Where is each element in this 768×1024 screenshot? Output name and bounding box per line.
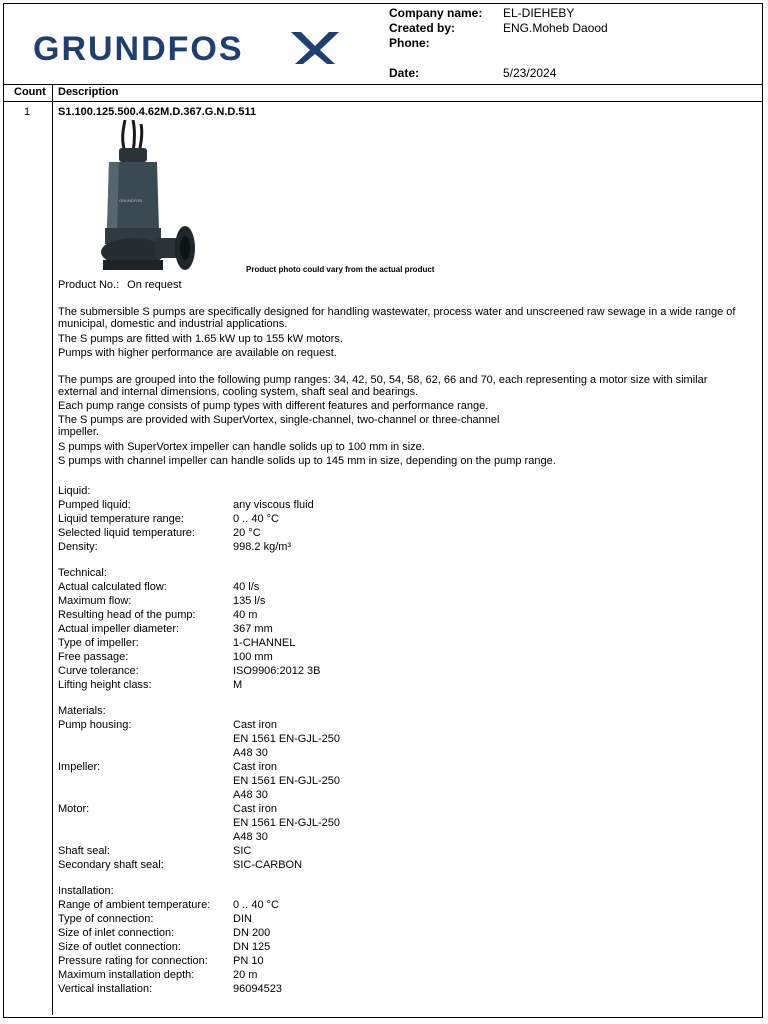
installation-row (58, 982, 340, 996)
spec-label: Resulting head of the pump: (58, 609, 196, 621)
spec-label: Size of outlet connection: (58, 941, 181, 953)
phone-row (389, 36, 608, 51)
installation-section-title: Installation: (58, 885, 114, 897)
description-paragraph-7: S pumps with SuperVortex impeller can handle solids up to 100 mm in size. (58, 441, 425, 453)
spec-label: Impeller: (58, 761, 101, 773)
technical-row (58, 636, 340, 650)
spec-label: Liquid temperature range: (58, 513, 184, 525)
spec-value: 40 m (233, 609, 258, 621)
spec-label: Actual calculated flow: (58, 581, 167, 593)
phone-label: Phone: (389, 36, 430, 50)
materials-rows (58, 718, 340, 872)
grundfos-logo (33, 26, 343, 69)
spec-label: Range of ambient temperature: (58, 899, 211, 911)
description-paragraph-5: Each pump range consists of pump types with different features and performance range. (58, 400, 489, 412)
description-paragraph-3: Pumps with higher performance are available on request. (58, 347, 337, 359)
product-number (58, 279, 190, 291)
spec-label: Maximum flow: (58, 595, 132, 607)
pump-photo (95, 120, 205, 278)
installation-row (58, 912, 340, 926)
installation-row (58, 954, 340, 968)
product-code: S1.100.125.500.4.62M.D.367.G.N.D.511 (58, 106, 257, 118)
technical-row (58, 650, 340, 664)
installation-row (58, 926, 340, 940)
header-divider (3, 84, 763, 85)
spec-value: DIN (233, 913, 252, 925)
spec-label: Pump housing: (58, 719, 132, 731)
technical-row (58, 580, 340, 594)
spec-label: Density: (58, 541, 98, 553)
spec-value: 96094523 (233, 983, 282, 995)
spec-label: Free passage: (58, 651, 129, 663)
liquid-row (58, 512, 340, 526)
description-column-header: Description (58, 86, 119, 98)
spec-label: Vertical installation: (58, 983, 153, 995)
specifications (58, 484, 340, 996)
spec-value: 40 l/s (233, 581, 260, 593)
description-paragraph-8: S pumps with channel impeller can handle solids up to 145 mm in size, depending on the pump range. (58, 455, 556, 467)
materials-row (58, 858, 340, 872)
installation-row (58, 968, 340, 982)
technical-row (58, 608, 340, 622)
materials-section-title: Materials: (58, 705, 106, 717)
spec-value: M (233, 679, 243, 691)
spec-value: DN 125 (233, 941, 271, 953)
header-info (389, 6, 608, 80)
spec-value: SIC-CARBON (233, 859, 303, 871)
description-paragraph-6: The S pumps are provided with SuperVortex, single-channel, two-channel or three-channel impeller. (58, 414, 500, 438)
materials-row (58, 844, 340, 858)
spec-label: Actual impeller diameter: (58, 623, 180, 635)
spec-label: Lifting height class: (58, 679, 152, 691)
created-by-row (389, 21, 608, 36)
spec-label: Secondary shaft seal: (58, 859, 164, 871)
spec-value: DN 200 (233, 927, 271, 939)
date-row (389, 66, 689, 81)
product-number-value: On request (127, 279, 182, 291)
spec-value: 367 mm (233, 623, 273, 635)
spec-value: 0 .. 40 °C (233, 513, 279, 525)
spec-label: Size of inlet connection: (58, 927, 175, 939)
description-paragraph-2: The S pumps are fitted with 1.65 kW up to 155 kW motors. (58, 333, 343, 345)
date-label: Date: (389, 66, 420, 80)
spec-value: Cast iron EN 1561 EN-GJL-250 A48 30 (233, 719, 340, 759)
liquid-row (58, 526, 340, 540)
created-by-value: ENG.Moheb Daood (503, 21, 608, 35)
spec-label: Maximum installation depth: (58, 969, 195, 981)
spec-value: ISO9906:2012 3B (233, 665, 321, 677)
logo-text: GRUNDFOS (33, 30, 244, 66)
company-name-label: Company name: (389, 6, 483, 20)
spec-label: Pumped liquid: (58, 499, 131, 511)
spec-value: 1-CHANNEL (233, 637, 296, 649)
materials-row (58, 760, 340, 802)
created-by-label: Created by: (389, 21, 456, 35)
grundfos-x-icon (291, 32, 339, 64)
spec-label: Type of connection: (58, 913, 154, 925)
description-paragraph-4: The pumps are grouped into the following pump ranges: 34, 42, 50, 54, 58, 62, 66 and 70, each representing a motor size with similar external and internal dimensions, cooling system, shaft seal and bearings. (58, 374, 708, 398)
installation-rows (58, 898, 340, 996)
spec-value: 135 l/s (233, 595, 266, 607)
column-divider (52, 84, 53, 1015)
item-count: 1 (24, 106, 31, 118)
spec-value: Cast iron EN 1561 EN-GJL-250 A48 30 (233, 761, 340, 801)
spec-label: Shaft seal: (58, 845, 110, 857)
product-number-label: Product No.: (58, 279, 120, 291)
company-name-row (389, 6, 608, 21)
spec-label: Motor: (58, 803, 90, 815)
installation-row (58, 940, 340, 954)
date-value: 5/23/2024 (503, 66, 557, 80)
spec-value: 998.2 kg/m³ (233, 541, 292, 553)
company-name-value: EL-DIEHEBY (503, 6, 575, 20)
spec-value: SIC (233, 845, 252, 857)
spec-value: 20 °C (233, 527, 261, 539)
photo-caption: Product photo could vary from the actual product (246, 265, 435, 274)
liquid-row (58, 498, 340, 512)
technical-row (58, 664, 340, 678)
technical-row (58, 622, 340, 636)
liquid-row (58, 540, 340, 554)
spec-value: 20 m (233, 969, 258, 981)
liquid-rows (58, 498, 340, 554)
technical-row (58, 594, 340, 608)
column-header-divider (3, 101, 763, 102)
spec-label: Pressure rating for connection: (58, 955, 208, 967)
spec-label: Selected liquid temperature: (58, 527, 195, 539)
description-paragraph-1: The submersible S pumps are specifically designed for handling wastewater, process water and unscreened raw sewage in a wide range of municipal, domestic and industrial applications. (58, 306, 736, 330)
spec-value: PN 10 (233, 955, 264, 967)
spec-value: 0 .. 40 °C (233, 899, 279, 911)
technical-row (58, 678, 340, 692)
spec-value: 100 mm (233, 651, 273, 663)
spec-value: any viscous fluid (233, 499, 314, 511)
liquid-section-title: Liquid: (58, 485, 91, 497)
technical-section-title: Technical: (58, 567, 107, 579)
spec-label: Curve tolerance: (58, 665, 139, 677)
spec-value: Cast iron EN 1561 EN-GJL-250 A48 30 (233, 803, 340, 843)
technical-rows (58, 580, 340, 692)
materials-row (58, 802, 340, 844)
materials-row (58, 718, 340, 760)
spec-label: Type of impeller: (58, 637, 139, 649)
svg-text:GRUNDFOS: GRUNDFOS (119, 198, 142, 203)
installation-row (58, 898, 340, 912)
count-column-header: Count (14, 86, 46, 98)
